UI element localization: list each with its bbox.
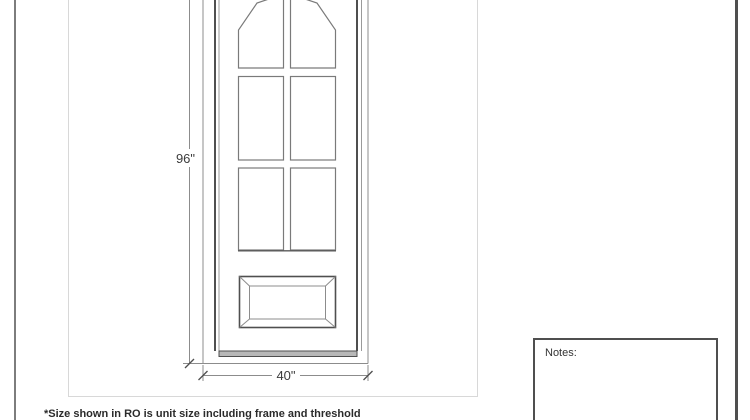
glass-lite-mid-left: [239, 77, 284, 161]
width-dimension: [199, 365, 373, 383]
door-frame: [183, 0, 368, 364]
notes-label: Notes:: [545, 347, 577, 359]
glass-lite-bottom-left: [239, 168, 284, 250]
notes-box: [533, 338, 718, 420]
threshold: [219, 351, 357, 357]
glass-lite-top-left: [239, 0, 284, 68]
glass-lite-bottom-right: [291, 168, 336, 250]
door-slab: [215, 0, 362, 351]
height-dimension: [176, 0, 195, 368]
raised-panel: [240, 277, 336, 328]
glass-lite-mid-right: [291, 77, 336, 161]
footnote: *Size shown in RO is unit size including frame and threshold: [44, 408, 361, 420]
glass-lite-grid: [238, 0, 336, 251]
glass-lite-top-right: [291, 0, 336, 68]
width-dimension-label: 40": [276, 368, 296, 383]
height-dimension-label: 96": [175, 151, 196, 166]
